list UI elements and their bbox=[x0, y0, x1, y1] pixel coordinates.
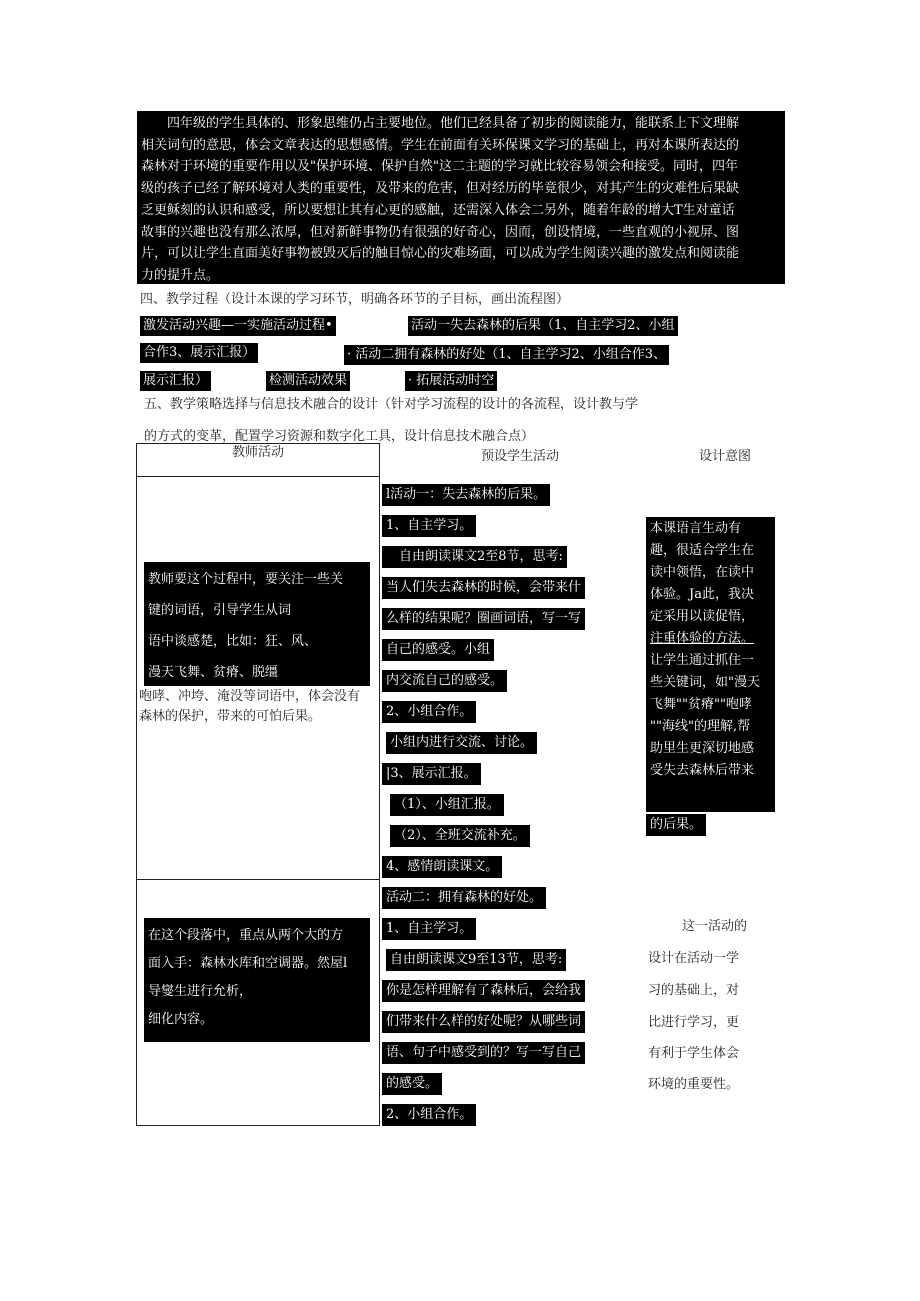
student-step: 自己的感受。小组 bbox=[382, 639, 494, 661]
teacher-activity-1-cont: 森林的保护，带来的可怕后果。 bbox=[139, 709, 322, 724]
intro-line: 相关词句的意思，体会文章表达的思想感情。学生在前面有关环保课文学习的基础上，再对本课所表达的 bbox=[141, 137, 740, 153]
student-step: 小组内进行交流、讨论。 bbox=[386, 732, 537, 754]
design-intent-2-line: 设计在活动一学 bbox=[648, 951, 740, 966]
student-step: 你是怎样理解有了森林后，会给我 bbox=[382, 980, 585, 1002]
student-step: 当人们失去森林的时候，会带来什 bbox=[382, 577, 585, 599]
student-step: 1、自主学习。 bbox=[382, 918, 476, 940]
teacher-header-cell bbox=[136, 443, 380, 477]
teacher-activity-2-line: 面入手：森林水库和空调器。然屋l bbox=[148, 956, 348, 971]
intro-line: 片，可以让学生直面美好事物被毁灭后的触目惊心的灾难场面，可以成为学生阅读兴趣的激发点和阅读能 bbox=[141, 246, 740, 262]
teacher-activity-1-line: 键的词语，引导学生从词 bbox=[148, 603, 292, 618]
intro-line: 故事的兴趣也没有那么浓厚，但对新鲜事物仍有很强的好奇心，因而，创设情境，一些直观的小视屏、图 bbox=[141, 224, 740, 240]
design-intent-1-line: 些关键词，如"漫天 bbox=[650, 675, 760, 690]
teacher-activity-1-cont: 咆哮、冲垮、淹没等词语中，体会没有 bbox=[139, 689, 361, 704]
student-step: 语、句子中感受到的？写一写自己 bbox=[382, 1042, 585, 1064]
teacher-activity-1-line: 教师要这个过程中，要关注一些关 bbox=[148, 572, 344, 587]
section4-heading: 四、教学过程（设计本课的学习环节，明确各环节的子目标，画出流程图） bbox=[140, 292, 570, 307]
design-header: 设计意图 bbox=[698, 449, 751, 464]
design-intent-2-line: 有利于学生体会 bbox=[648, 1046, 740, 1061]
student-step: 4、感情朗读课文。 bbox=[382, 856, 502, 878]
design-intent-1-line: 飞舞""贫瘠""咆哮 bbox=[650, 697, 752, 712]
intro-line: 力的提升点。 bbox=[141, 267, 220, 283]
design-intent-1-line: 让学生通过抓住一 bbox=[650, 653, 755, 668]
student-step: |3、展示汇报。 bbox=[382, 763, 481, 785]
intro-line: 级的孩子已经了解环境对人类的重要性，及带来的危害，但对经历的毕竟很少，对其产生的灾难性后果缺 bbox=[141, 181, 740, 197]
flow-step-activity2-cont: 展示汇报） bbox=[140, 371, 211, 391]
intro-line: 乏更稣刻的认识和感受，所以要想让其有心更的感触，还需深入体会二另外，随着年龄的增大T生对童话 bbox=[141, 202, 735, 218]
design-intent-1-line: 注重体验的方法。 bbox=[650, 631, 755, 646]
flow-step-activity1: 活动一失去森林的后果（1、自主学习2、小组 bbox=[408, 316, 678, 336]
section5-heading-cont: 的方式的变革，配置学习资源和数字化工具，设计信息技术融合点） bbox=[144, 429, 535, 444]
teacher-activity-2-line: 在这个段落中，重点从两个大的方 bbox=[148, 928, 344, 943]
student-header: 预设学生活动 bbox=[480, 449, 559, 464]
design-intent-1-line: 受失去森林后带来 bbox=[650, 763, 755, 778]
design-intent-2-line: 习的基础上，对 bbox=[648, 983, 740, 998]
student-step: 么样的结果呢？圈画词语，写一写 bbox=[382, 608, 585, 630]
student-step: 自由朗读课文2至8节，思考: bbox=[382, 546, 567, 568]
student-step: 自由朗读课文9至13节，思考: bbox=[386, 949, 566, 971]
intro-paragraph bbox=[137, 111, 785, 284]
teacher-activity-2 bbox=[144, 918, 370, 1042]
design-intent-1-cont: 的后果。 bbox=[646, 814, 706, 836]
design-intent-1 bbox=[646, 517, 775, 812]
flow-step-check: 检测活动效果 bbox=[266, 371, 350, 391]
design-intent-1-line: 趣，很适合学生在 bbox=[650, 543, 755, 558]
teacher-activity-2-line: 导燮生进行允析， bbox=[148, 984, 253, 999]
intro-line: 森林对于环境的重要作用以及"保护环境、保护自然"这二主题的学习就比较容易领会和接受。同时，四年 bbox=[141, 159, 738, 175]
design-intent-1-line: 读中领悟，在读中 bbox=[650, 565, 755, 580]
flow-step-activity1-cont: 合作3、展示汇报） bbox=[140, 343, 258, 363]
student-step: 的感受。 bbox=[382, 1073, 442, 1095]
student-step: 们带来什么样的好处呢？从哪些词 bbox=[382, 1011, 585, 1033]
teacher-header: 教师活动 bbox=[231, 445, 284, 460]
intro-line: 四年级的学生具体的、形象思维仍占主要地位。他们已经具备了初步的阅读能力，能联系上下文理解 bbox=[141, 116, 740, 131]
teacher-activity-1-line: 语中谈感楚，比如：狂、风、 bbox=[148, 634, 318, 649]
student-step: 1、自主学习。 bbox=[382, 515, 476, 537]
design-intent-1-line: 助里生更深切地感 bbox=[650, 741, 755, 756]
student-step: 2、小组合作。 bbox=[382, 1104, 476, 1126]
flow-step-extend: · 拓展活动时空 bbox=[405, 371, 497, 391]
student-step: 2、小组合作。 bbox=[382, 701, 476, 723]
design-intent-1-line: 本课语言生动有 bbox=[650, 521, 742, 536]
student-activity2-title: 活动二：拥有森林的好处。 bbox=[382, 887, 546, 909]
teacher-activity-1 bbox=[144, 562, 370, 686]
design-intent-1-line: 体验。Ja此，我决 bbox=[650, 587, 754, 602]
student-step: （2）、全班交流补充。 bbox=[390, 825, 530, 847]
flow-step-motivate: 激发活动兴趣—一实施活动过程• bbox=[140, 316, 336, 336]
teacher-activity-1-line: 漫天飞舞、贫瘠、脱缰 bbox=[148, 665, 279, 680]
design-intent-2-line: 环境的重要性。 bbox=[648, 1077, 740, 1092]
student-step: 内交流自己的感受。 bbox=[382, 670, 507, 692]
section5-heading: 五、教学策略选择与信息技术融合的设计（针对学习流程的设计的各流程，设计教与学 bbox=[144, 397, 639, 412]
design-intent-2-line: 这一活动的 bbox=[682, 919, 748, 934]
design-intent-1-line: 定采用以读促悟， bbox=[650, 609, 755, 624]
design-intent-2-line: 比进行学习，更 bbox=[648, 1015, 740, 1030]
flow-step-activity2: · 活动二拥有森林的好处（1、自主学习2、小组合作3、 bbox=[344, 345, 669, 365]
student-step: （1）、小组汇报。 bbox=[390, 794, 504, 816]
teacher-activity-2-line: 细化内容。 bbox=[148, 1012, 214, 1027]
design-intent-1-line: ""海线"的理解,帮 bbox=[650, 719, 751, 734]
student-activity1-title: l活动一：失去森林的后果。 bbox=[382, 484, 550, 506]
